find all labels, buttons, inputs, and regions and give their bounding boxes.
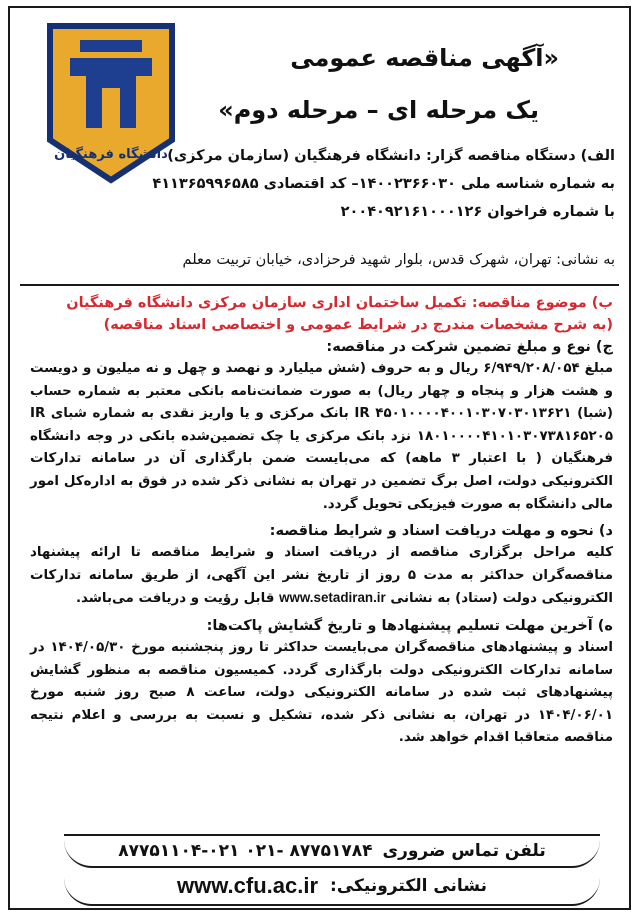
call-number-line: با شماره فراخوان ۲۰۰۴۰۹۲۱۶۱۰۰۰۱۲۶ — [340, 204, 615, 220]
deadline-heading: ه) آخرین مهلت تسلیم پیشنهادها و تاریخ گشایش پاکت‌ها: — [206, 617, 613, 634]
website-link[interactable]: www.cfu.ac.ir — [177, 873, 319, 898]
address-line: به نشانی: تهران، شهرک قدس، بلوار شهید فرحزادی، خیابان تربیت معلم — [182, 252, 615, 268]
setad-link[interactable]: www.setadiran.ir — [279, 590, 386, 606]
tenderer-line: الف) دستگاه مناقصه گزار: دانشگاه فرهنگیان (سازمان مرکزی) — [167, 148, 615, 164]
phone-bar — [64, 834, 600, 868]
notice-frame — [8, 6, 631, 910]
website-bar — [64, 868, 600, 906]
phone-label: تلفن تماس ضروری — [382, 841, 546, 861]
guarantee-text: مبلغ ۶/۹۴۹/۲۰۸/۰۵۴ ریال و به حروف (شش میلیارد و نهصد و چهل و نه میلیون و دویست و هشت هزار و پنجاه و چهار ریال) به صورت ضمانت‌نامه بانکی معتبر به شماره حساب (شبا) IR ۴۵۰۱۰۰۰۰۴۰۰۱۰۳۰۷۰۳۰۱۳۶۲۱ بانک مرکزی و یا واریز نقدی به شماره شبای IR ۱۸۰۱۰۰۰۰۴۱۰۱۰۳۰۷۳۸۱۶۵۲۰۵ نزد بانک مرکزی یا چک تضمین‌شده بانکی در وجه دانشگاه فرهنگیان ( با اعتبار ۳ ماهه) که می‌بایست ضمن بارگذاری آن در سامانه تدارکات الکترونیکی دولت، اصل برگ تضمین در تهران به نشانی ذکر شده در فوق به اداره‌کل امور مالی دانشگاه به صورت فیزیکی تحویل گردد. — [30, 361, 614, 512]
documents-text-end: قابل رؤیت و دریافت می‌باشد. — [75, 591, 275, 607]
documents-heading: د) نحوه و مهلت دریافت اسناد و شرایط مناقصه: — [269, 523, 613, 540]
header-divider — [20, 284, 619, 286]
notice-body — [30, 292, 613, 750]
logo-text: دانشگاه فرهنگیان — [54, 147, 168, 162]
notice-header — [10, 8, 629, 288]
phone-numbers: ۸۷۷۵۱۷۸۴ -۰۲۱ ۸۷۷۵۱۱۰۴-۰۲۱ — [118, 841, 373, 861]
documents-text-start: کلیه مراحل برگزاری مناقصه از دریافت اسناد و شرایط مناقصه تا ارائه پیشنهاد مناقصه‌گران حداکثر به مدت ۵ روز از تاریخ نشر این آگهی، از طریق سامانه تدارکات الکترونیکی دولت (ستاد) به نشانی — [30, 545, 613, 607]
ids-line: به شماره شناسه ملی ۱۴۰۰۲۳۶۶۰۳۰– کد اقتصادی ۴۱۱۳۶۵۹۹۶۵۸۵ — [152, 176, 615, 192]
university-logo — [40, 18, 182, 188]
notice-subtitle: یک مرحله ای – مرحله دوم» — [218, 96, 539, 124]
documents-text — [30, 542, 613, 611]
subject-line: ب) موضوع مناقصه: تکمیل ساختمان اداری سازمان مرکزی دانشگاه فرهنگیان — [66, 295, 613, 311]
website-label: نشانی الکترونیکی: — [330, 876, 487, 896]
deadline-text: اسناد و پیشنهادهای مناقصه‌گران می‌بایست حداکثر تا روز پنجشنبه مورخ ۱۴۰۴/۰۵/۳۰ در سامانه تدارکات الکترونیکی دولت بارگذاری گردد. کمیسیون مناقصه به منظور گشایش پیشنهادهای ثبت شده در سامانه الکترونیکی دولت، ساعت ۸ صبح روز شنبه مورخ ۱۴۰۴/۰۶/۰۱ در تهران، به نشانی ذکر شده، تشکیل و نسبت به بررسی و اعلام نتیجه مناقصه متعاقبا اقدام خواهد شد. — [30, 639, 613, 746]
subject-note: (به شرح مشخصات مندرج در شرایط عمومی و اختصاصی اسناد مناقصه) — [103, 317, 613, 333]
guarantee-heading: ج) نوع و مبلغ تضمین شرکت در مناقصه: — [326, 339, 613, 355]
notice-title: «آگهی مناقصه عمومی — [290, 44, 559, 72]
logo-book — [80, 40, 142, 52]
